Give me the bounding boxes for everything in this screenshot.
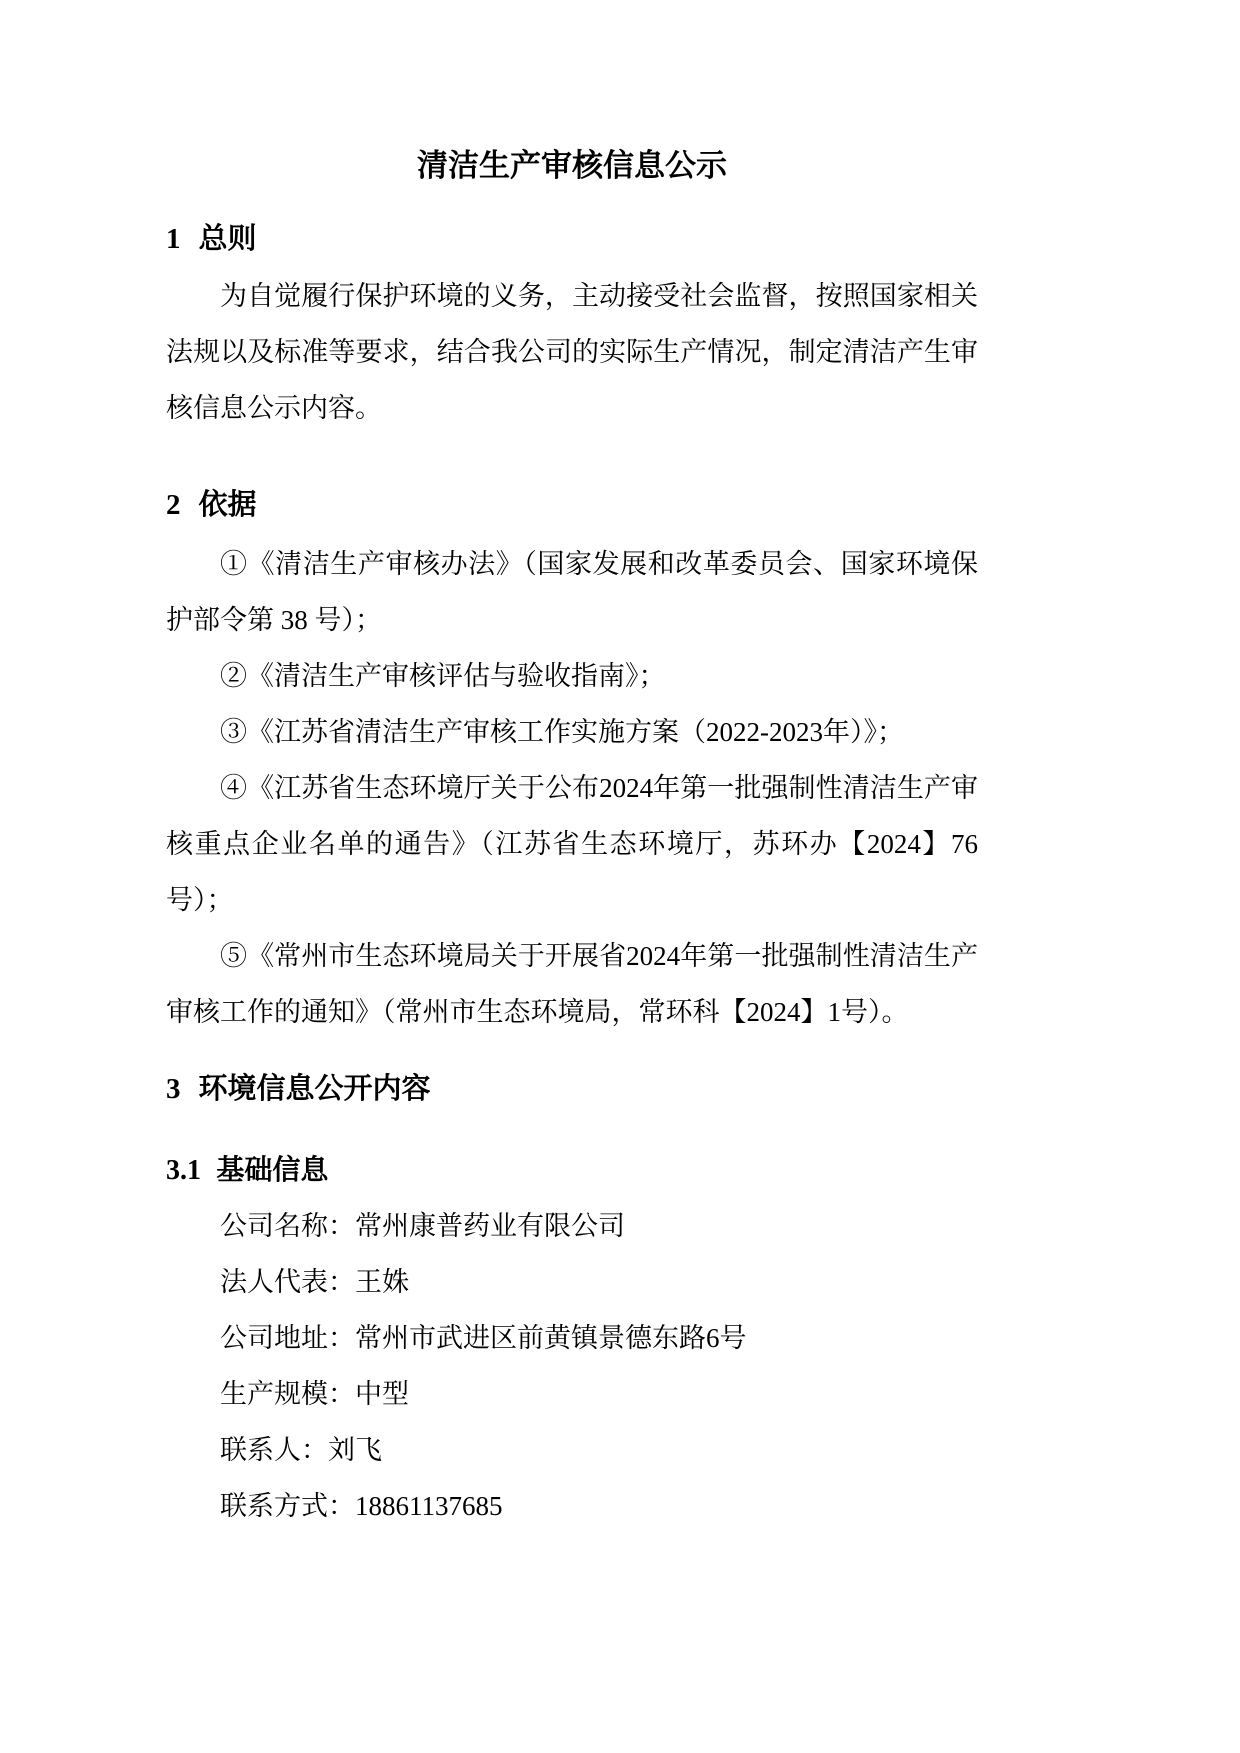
section-3-1-number: 3.1 xyxy=(166,1155,201,1186)
section-1-heading-text: 总则 xyxy=(198,223,257,255)
info-label-contact-person: 联系人： xyxy=(220,1435,328,1465)
section-1-number: 1 xyxy=(166,223,181,255)
basis-list-item-2: ②《清洁生产审核评估与验收指南》； xyxy=(220,661,666,691)
document-title: 清洁生产审核信息公示 xyxy=(417,148,727,183)
basis-list-item-4: ④《江苏省生态环境厅关于公布2024年第一批强制性清洁生产审核重点企业名单的通告》（江苏省生态环境厅，苏环办【2024】76号）； xyxy=(166,773,978,915)
section-1-heading xyxy=(166,220,978,258)
info-value-company-address: 常州市武进区前黄镇景德东路6号 xyxy=(355,1323,747,1353)
section-3-1-heading xyxy=(166,1152,978,1190)
section-3-heading-text: 环境信息公开内容 xyxy=(198,1073,431,1105)
section-2-heading xyxy=(166,486,978,524)
info-line-company-name xyxy=(166,1198,978,1254)
info-value-contact-person: 刘飞 xyxy=(328,1435,382,1465)
info-line-production-scale xyxy=(166,1366,978,1422)
info-label-company-address: 公司地址： xyxy=(220,1323,355,1353)
section-3-number: 3 xyxy=(166,1073,181,1105)
info-value-production-scale: 中型 xyxy=(355,1379,409,1409)
info-label-legal-representative: 法人代表： xyxy=(220,1267,355,1297)
info-line-contact-person xyxy=(166,1422,978,1478)
info-line-company-address xyxy=(166,1310,978,1366)
basis-list-item-3: ③《江苏省清洁生产审核工作实施方案（2022-2023年）》； xyxy=(220,717,904,747)
section-2-number: 2 xyxy=(166,489,181,521)
info-value-company-name: 常州康普药业有限公司 xyxy=(355,1211,625,1241)
section-3-1-heading-text: 基础信息 xyxy=(216,1155,329,1186)
info-label-company-name: 公司名称： xyxy=(220,1211,355,1241)
basis-list-item-1: ①《清洁生产审核办法》（国家发展和改革委员会、国家环境保护部令第 38 号）； xyxy=(166,549,978,635)
info-value-legal-representative: 王姝 xyxy=(355,1267,409,1297)
basis-list-item-5: ⑤《常州市生态环境局关于开展省2024年第一批强制性清洁生产审核工作的通知》（常州市生态环境局，常环科【2024】1号）。 xyxy=(166,941,978,1027)
info-label-production-scale: 生产规模： xyxy=(220,1379,355,1409)
section-2-heading-text: 依据 xyxy=(198,489,257,521)
info-line-contact-phone xyxy=(166,1478,978,1534)
section-3-heading xyxy=(166,1070,978,1108)
basic-info-list xyxy=(166,1198,978,1534)
info-line-legal-representative xyxy=(166,1254,978,1310)
info-value-contact-phone: 18861137685 xyxy=(355,1491,503,1521)
info-label-contact-phone: 联系方式： xyxy=(220,1491,355,1521)
section-1-paragraph: 为自觉履行保护环境的义务，主动接受社会监督，按照国家相关法规以及标准等要求，结合我公司的实际生产情况，制定清洁产生审核信息公示内容。 xyxy=(166,281,978,423)
